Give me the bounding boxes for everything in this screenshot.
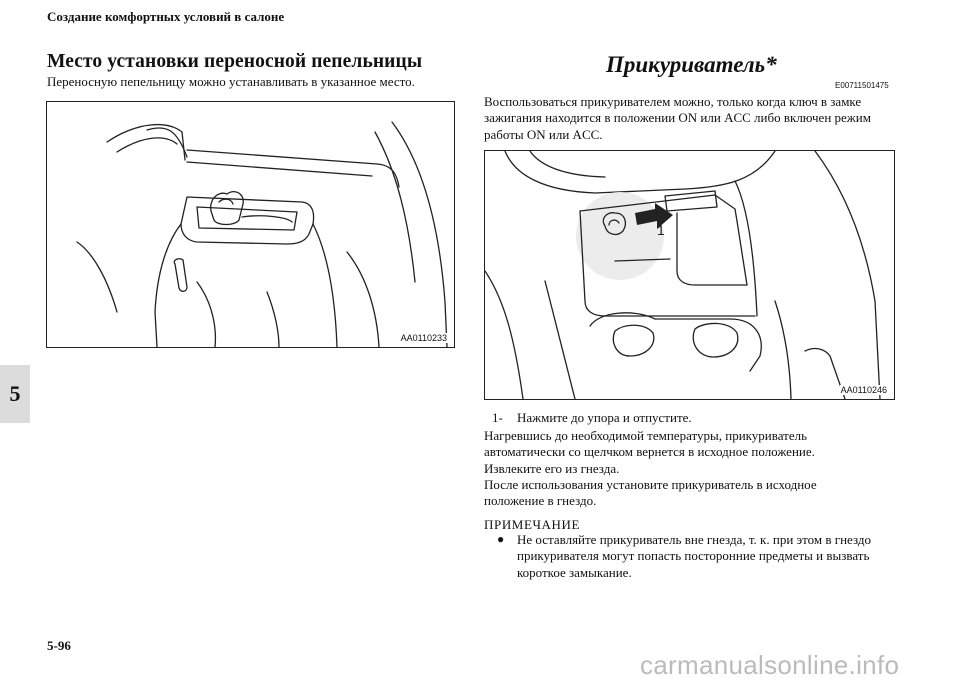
paragraph-line: Нагревшись до необходимой температуры, прикуриватель (484, 428, 808, 443)
figure-code: AA0110233 (400, 333, 447, 343)
left-heading: Место установки переносной пепельницы (47, 51, 423, 72)
cigarette-lighter-figure (484, 150, 895, 400)
ashtray-illustration (47, 102, 454, 347)
intro-line: зажигания находится в положении ON или ACC либо включен режим (484, 110, 871, 126)
intro-text (484, 94, 904, 143)
ashtray-location-figure (46, 101, 455, 348)
section-header: Создание комфортных условий в салоне (47, 9, 285, 24)
note-line: короткое замыкание. (517, 564, 632, 580)
intro-line: Воспользоваться прикуривателем можно, только когда ключ в замке (484, 94, 862, 109)
page-number: 5-96 (47, 638, 71, 653)
left-body-text: Переносную пепельницу можно устанавливать в указанное место. (47, 74, 415, 89)
note-line: Не оставляйте прикуриватель вне гнезда, т. к. при этом в гнездо (517, 532, 871, 547)
figure-callout: 1 (657, 222, 665, 238)
paragraph-line: положение в гнездо. (484, 493, 597, 509)
doc-code: E00711501475 (835, 81, 889, 90)
chapter-tab: 5 (0, 365, 30, 423)
right-heading: Прикуриватель* (606, 52, 777, 77)
note-title: ПРИМЕЧАНИЕ (484, 517, 581, 532)
note-text (517, 532, 897, 581)
instructions-text (484, 428, 914, 509)
paragraph-line: После использования установите прикуриватель в исходное (484, 476, 817, 492)
bullet-icon: ● (497, 532, 505, 546)
paragraph-line: Извлеките его из гнезда. (484, 460, 620, 476)
step-number: 1- (492, 410, 503, 425)
step-text: Нажмите до упора и отпустите. (517, 410, 692, 425)
intro-line: работы ON или ACC. (484, 126, 603, 142)
paragraph-line: автоматически со щелчком вернется в исходное положение. (484, 444, 815, 460)
note-line: прикуривателя могут попасть посторонние предметы и вызвать (517, 548, 870, 564)
watermark: carmanualsonline.info (640, 650, 900, 680)
lighter-illustration (485, 151, 894, 399)
figure-code: AA0110246 (840, 385, 887, 395)
